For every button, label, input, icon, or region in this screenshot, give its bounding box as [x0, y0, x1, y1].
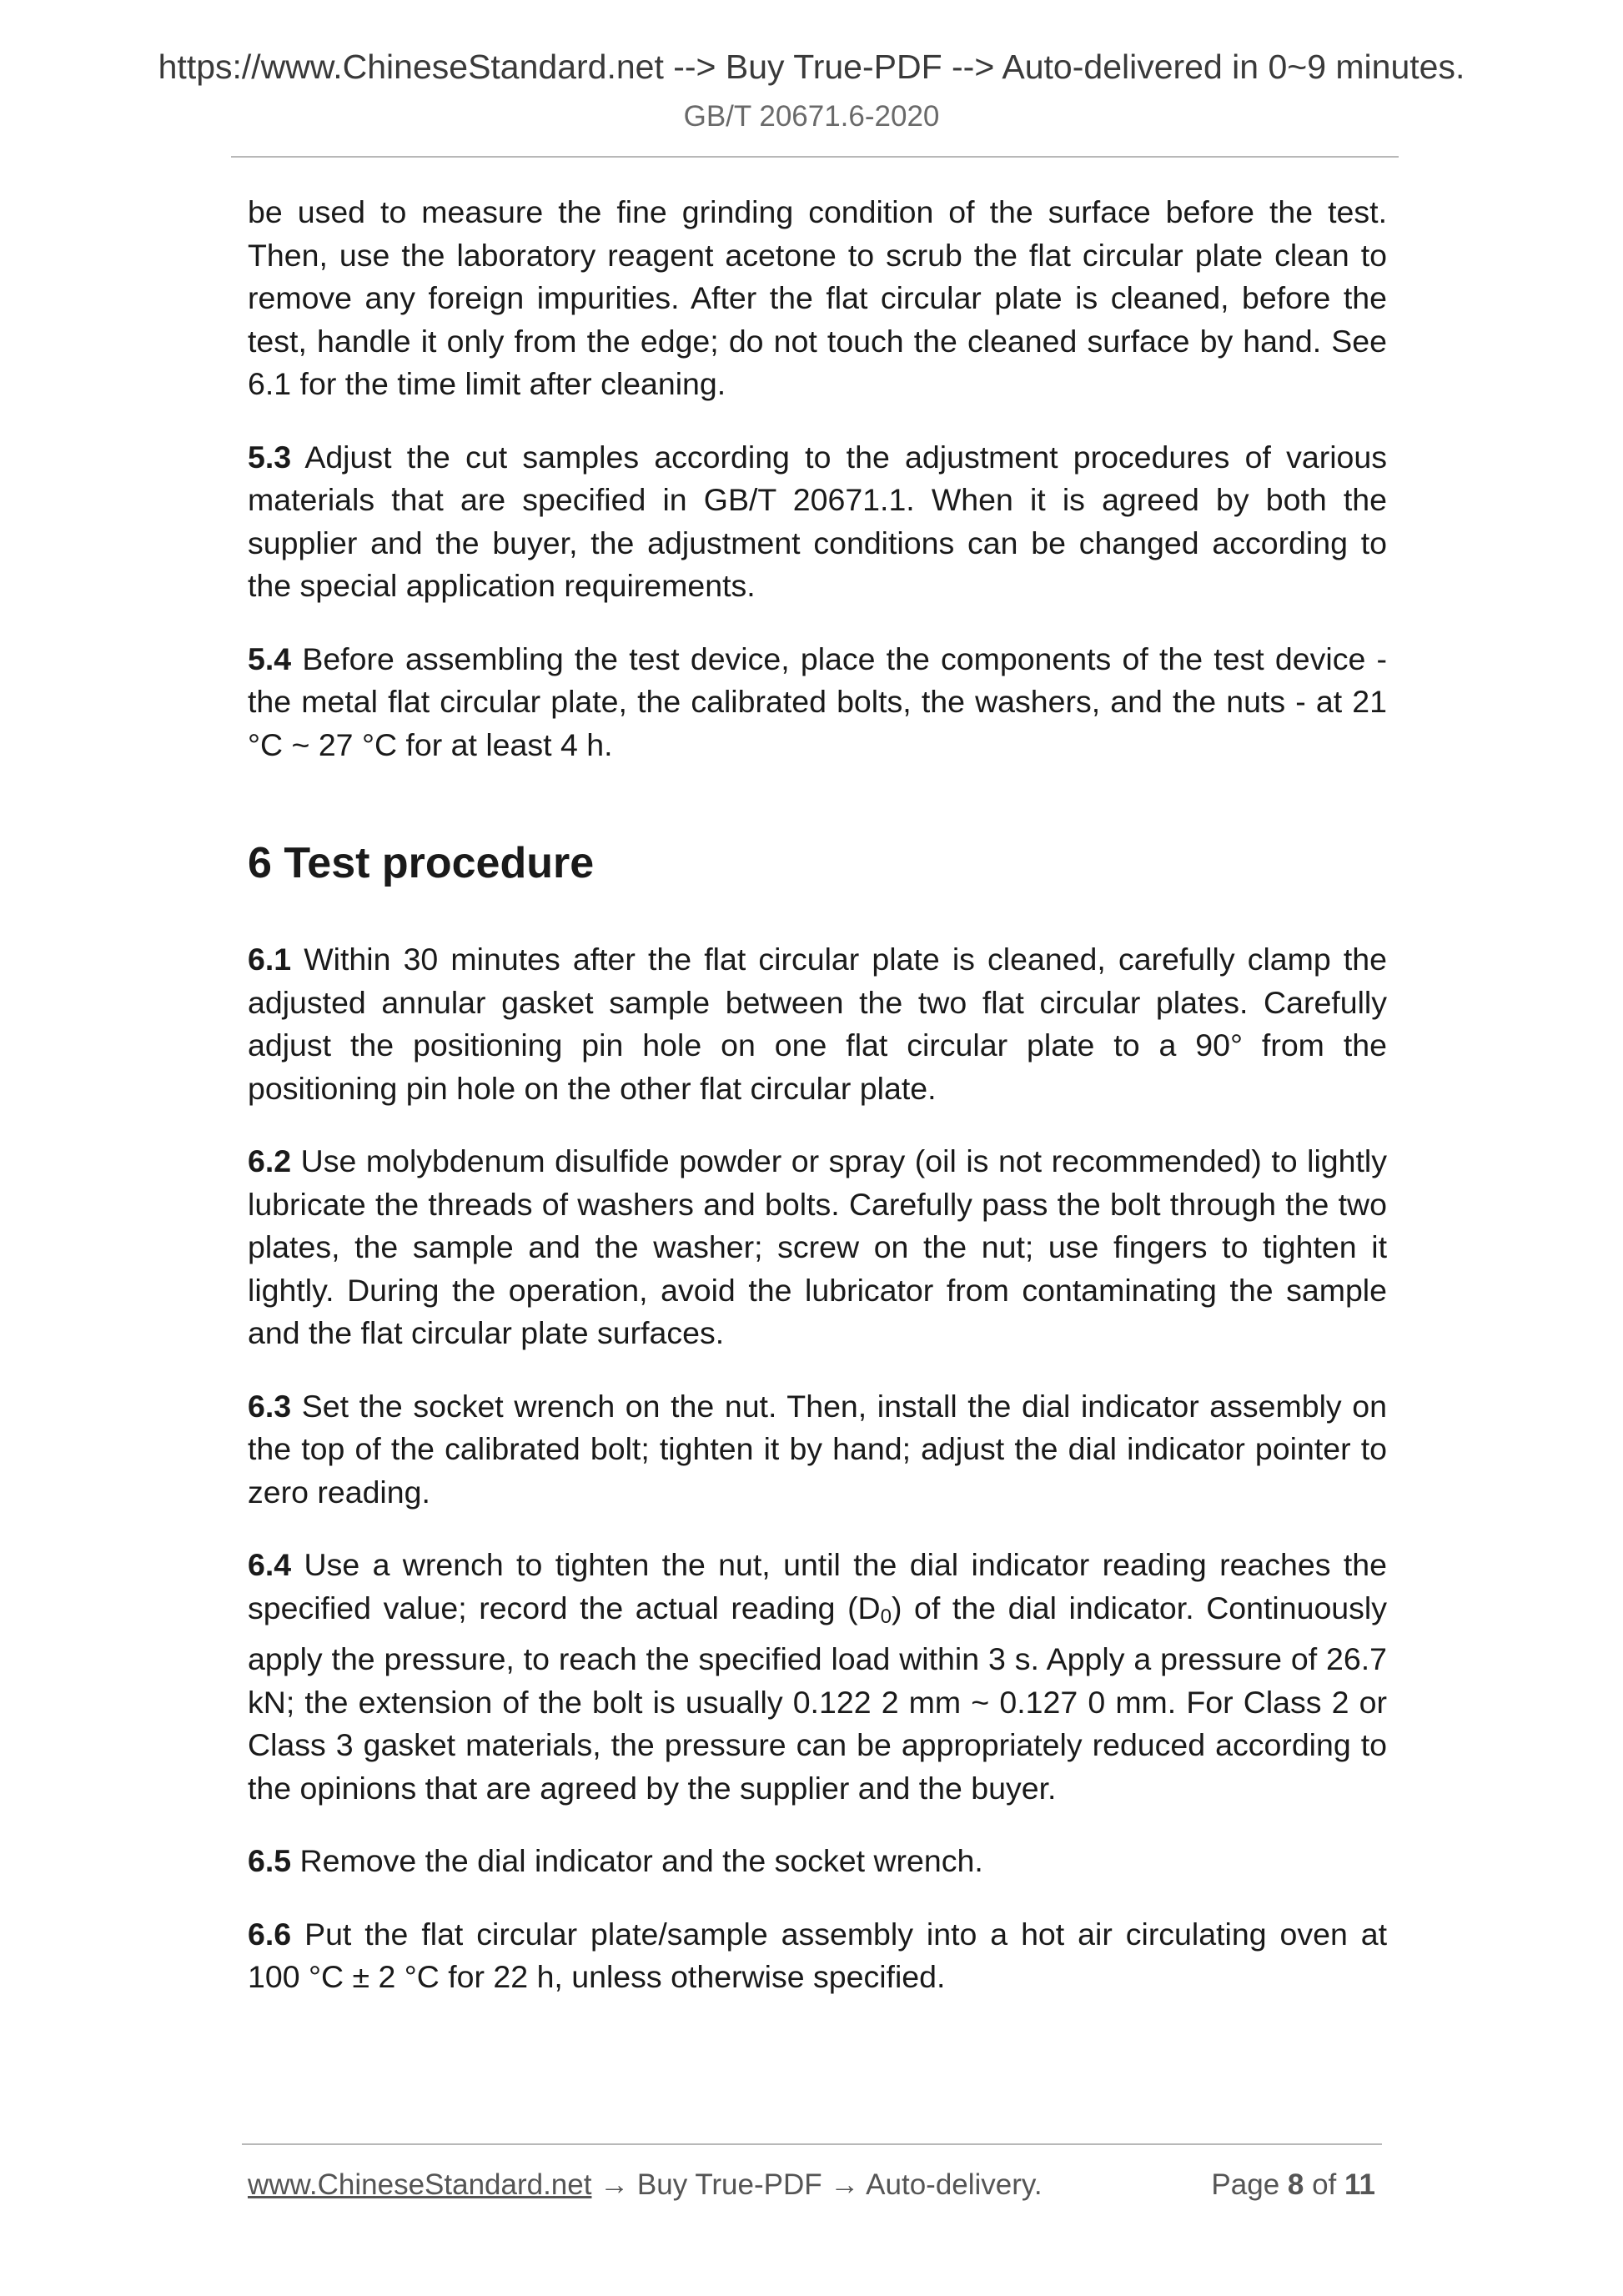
section-heading: 6 Test procedure	[248, 839, 595, 887]
footer-divider	[242, 2143, 1382, 2145]
standard-number: GB/T 20671.6-2020	[683, 100, 940, 133]
document-body	[248, 191, 1387, 1999]
footer-tagline-text: → Buy True-PDF → Auto-delivery.	[591, 2168, 1043, 2201]
footer-site-link[interactable]: www.ChineseStandard.net	[248, 2168, 592, 2201]
clause-number: 5.3	[248, 439, 292, 475]
clause-6-6	[248, 1913, 1387, 1999]
clause-6-3	[248, 1385, 1387, 1515]
clause-6-5	[248, 1840, 1387, 1883]
clause-text: Adjust the cut samples according to the adjustment procedures of various materials that are specified in GB/T 20671.1. When it is agreed by both the supplier and the buyer, the adjustment conditions can be changed according to the special application requirements.	[248, 439, 1387, 603]
clause-text: Put the flat circular plate/sample assembly into a hot air circulating oven at 100 °C ± 2 °C for 22 h, unless otherwise specified.	[248, 1916, 1387, 1994]
clause-number: 5.4	[248, 641, 292, 676]
clause-text: Before assembling the test device, place the components of the test device - the metal flat circular plate, the calibrated bolts, the washers, and the nuts - at 21 °C ~ 27 °C for at least 4 h.	[248, 641, 1387, 762]
clause-6-4	[248, 1544, 1387, 1810]
footer-tagline	[248, 2167, 1043, 2203]
clause-number: 6.6	[248, 1916, 292, 1952]
clause-number: 6.4	[248, 1547, 292, 1582]
clause-text: Use a wrench to tighten the nut, until the dial indicator reading reaches the specified value; record the actual reading (D	[248, 1547, 1387, 1625]
page-total: 11	[1344, 2168, 1375, 2201]
clause-number: 6.3	[248, 1388, 292, 1424]
subscript: 0	[880, 1605, 892, 1628]
header-link-text[interactable]: https://www.ChineseStandard.net --> Buy True-PDF --> Auto-delivered in 0~9 minutes.	[158, 48, 1465, 86]
clause-5-3	[248, 436, 1387, 608]
clause-text: Set the socket wrench on the nut. Then, install the dial indicator assembly on the top of the calibrated bolt; tighten it by hand; adjust the dial indicator pointer to zero reading.	[248, 1388, 1387, 1510]
of-label: of	[1304, 2168, 1344, 2201]
clause-text: Within 30 minutes after the flat circular plate is cleaned, carefully clamp the adjusted annular gasket sample between the two flat circular plates. Carefully adjust the positioning pin hole on one flat circular plate to a 90° from the positioning pin hole on the other flat circular plate.	[248, 942, 1387, 1106]
paragraph-continued: be used to measure the fine grinding condition of the surface before the test. Then, use the laboratory reagent acetone to scrub the flat circular plate clean to remove any foreign impurities. After the flat circular plate is cleaned, before the test, handle it only from the edge; do not touch the cleaned surface by hand. See 6.1 for the time limit after cleaning.	[248, 194, 1387, 401]
page-indicator	[1211, 2167, 1375, 2203]
clause-5-4	[248, 638, 1387, 767]
clause-number: 6.1	[248, 942, 292, 977]
clause-number: 6.2	[248, 1143, 292, 1178]
clause-6-2	[248, 1140, 1387, 1355]
header-divider	[231, 156, 1399, 158]
page-number: 8	[1287, 2168, 1304, 2201]
clause-text: Remove the dial indicator and the socket wrench.	[291, 1843, 983, 1878]
page-label: Page	[1211, 2168, 1288, 2201]
clause-number: 6.5	[248, 1843, 292, 1878]
clause-text: ) of the dial indicator. Continuously apply the pressure, to reach the specified load within 3 s. Apply a pressure of 26.7 kN; the extension of the bolt is usually 0.122 2 mm ~ 0.127 0 mm. For Class 2 or Class 3 gasket materials, the pressure can be appropriately reduced according to the opinions that are agreed by the supplier and the buyer.	[248, 1590, 1387, 1806]
clause-6-1	[248, 938, 1387, 1110]
clause-text: Use molybdenum disulfide powder or spray (oil is not recommended) to lightly lubricate the threads of washers and bolts. Carefully pass the bolt through the two plates, the sample and the washer; screw on the nut; use fingers to tighten it lightly. During the operation, avoid the lubricator from contaminating the sample and the flat circular plate surfaces.	[248, 1143, 1387, 1350]
